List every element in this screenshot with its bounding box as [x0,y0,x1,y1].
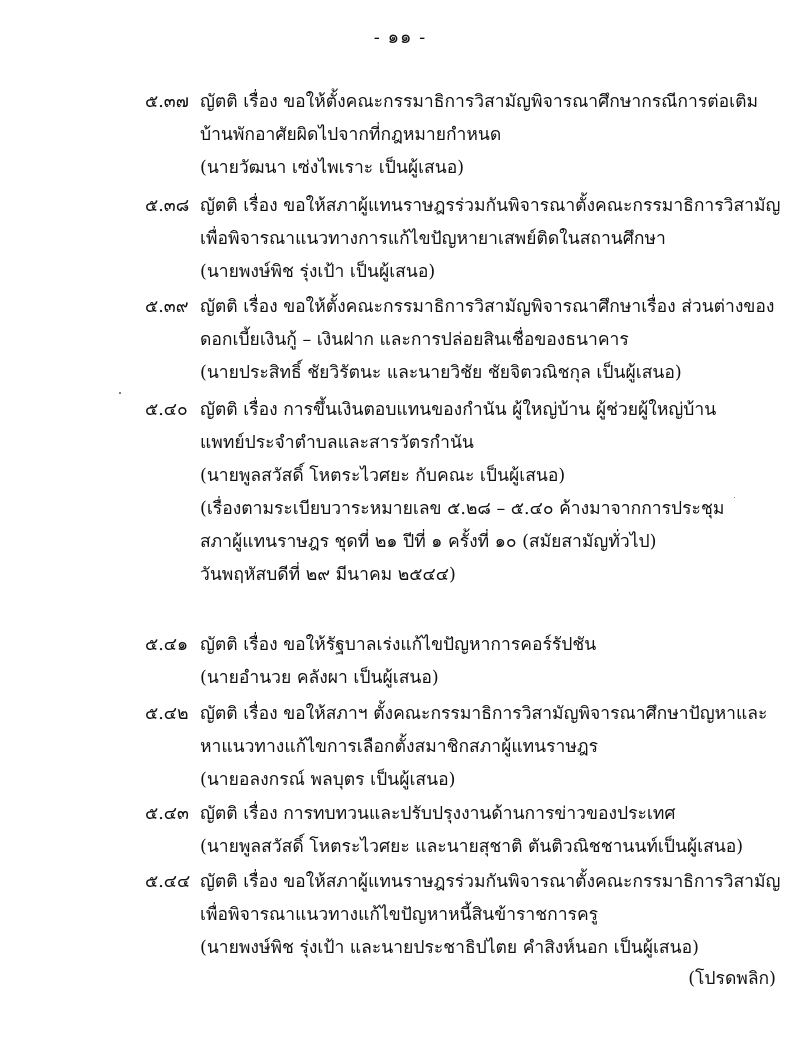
item-proposer: (นายพงษ์พิช รุ่งเป้า เป็นผู้เสนอ) [200,262,436,282]
item-title-line: ญัตติ เรื่อง ขอให้รัฐบาลเร่งแก้ไขปัญหาการคอร์รัปชัน [200,635,597,655]
item-title-line: บ้านพักอาศัยผิดไปจากที่กฎหมายกำหนด [200,125,502,145]
item-title-line: แพทย์ประจำตำบลและสารวัตรกำนัน [200,433,474,453]
item-title-line: ญัตติ เรื่อง ขอให้ตั้งคณะกรรมาธิการวิสามัญพิจารณาศึกษากรณีการต่อเติม [200,92,759,112]
item-title-line: ญัตติ เรื่อง การทบทวนและปรับปรุงงานด้านการข่าวของประเทศ [200,804,676,824]
item-proposer: (นายอลงกรณ์ พลบุตร เป็นผู้เสนอ) [200,770,456,790]
item-note-line: สภาผู้แทนราษฎร ชุดที่ ๒๑ ปีที่ ๑ ครั้งที่ ๑๐ (สมัยสามัญทั่วไป) [200,532,657,552]
please-turn-over-note: (โปรดพลิก) [688,969,776,989]
item-title-line: หาแนวทางแก้ไขการเลือกตั้งสมาชิกสภาผู้แทนราษฎร [200,737,599,757]
item-proposer: (นายพูลสวัสดิ์ โหตระไวศยะ และนายสุชาติ ตันติวณิชชานนท์เป็นผู้เสนอ) [200,837,744,857]
item-number: ๕.๔๐ [145,400,188,420]
item-title-line: ดอกเบี้ยเงินกู้ – เงินฝาก และการปล่อยสินเชื่อของธนาคาร [200,330,629,350]
item-title-line: ญัตติ เรื่อง ขอให้ตั้งคณะกรรมาธิการวิสามัญพิจารณาศึกษาเรื่อง ส่วนต่างของ [200,297,775,317]
item-proposer: (นายพงษ์พิช รุ่งเป้า และนายประชาธิปไตย คำสิงห์นอก เป็นผู้เสนอ) [200,938,699,958]
scan-speck [734,497,735,498]
item-title-line: ญัตติ เรื่อง ขอให้สภาผู้แทนราษฎรร่วมกันพิจารณาตั้งคณะกรรมาธิการวิสามัญ [200,872,781,892]
item-proposer: (นายพูลสวัสดิ์ โหตระไวศยะ กับคณะ เป็นผู้เสนอ) [200,466,566,486]
item-number: ๕.๔๔ [145,872,191,892]
item-number: ๕.๓๗ [145,92,189,112]
page-number: - ๑๑ - [373,27,427,48]
item-note-line: วันพฤหัสบดีที่ ๒๙ มีนาคม ๒๕๔๔) [200,565,456,585]
item-proposer: (นายประสิทธิ์ ชัยวิรัตนะ และนายวิชัย ชัยจิตวณิชกุล เป็นผู้เสนอ) [200,363,682,383]
scan-speck [119,392,121,394]
item-number: ๕.๔๒ [145,704,189,724]
item-title-line: ญัตติ เรื่อง ขอให้สภาฯ ตั้งคณะกรรมาธิการวิสามัญพิจารณาศึกษาปัญหาและ [200,704,768,724]
item-number: ๕.๔๑ [145,635,189,655]
item-title-line: ญัตติ เรื่อง การขึ้นเงินตอบแทนของกำนัน ผู้ใหญ่บ้าน ผู้ช่วยผู้ใหญ่บ้าน [200,400,717,420]
item-number: ๕.๓๙ [145,297,189,317]
item-number: ๕.๓๘ [145,196,190,216]
item-note-line: (เรื่องตามระเบียบวาระหมายเลข ๕.๒๘ – ๕.๔๐ ค้างมาจากการประชุม [200,499,725,519]
item-title-line: เพื่อพิจารณาแนวทางการแก้ไขปัญหายาเสพย์ติดในสถานศึกษา [200,229,666,249]
item-title-line: ญัตติ เรื่อง ขอให้สภาผู้แทนราษฎรร่วมกันพิจารณาตั้งคณะกรรมาธิการวิสามัญ [200,196,781,216]
item-proposer: (นายวัฒนา เซ่งไพเราะ เป็นผู้เสนอ) [200,158,465,178]
item-number: ๕.๔๓ [145,804,190,824]
item-proposer: (นายอำนวย คลังผา เป็นผู้เสนอ) [200,668,439,688]
item-title-line: เพื่อพิจารณาแนวทางแก้ไขปัญหาหนี้สินข้าราชการครู [200,905,599,925]
